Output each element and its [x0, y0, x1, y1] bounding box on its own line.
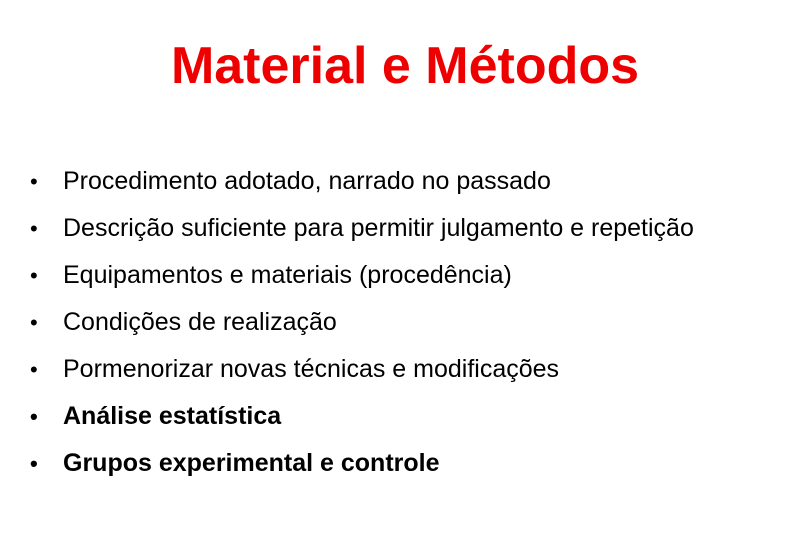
bullet-item: [30, 158, 694, 205]
bullet-text: Descrição suficiente para permitir julgamento e repetição: [63, 214, 694, 242]
bullet-item: [30, 252, 694, 299]
bullet-text: Grupos experimental e controle: [63, 449, 440, 477]
bullet-item: [30, 205, 694, 252]
bullet-text: Condições de realização: [63, 308, 337, 336]
bullet-icon: •: [30, 215, 38, 241]
bullet-icon: •: [30, 168, 38, 194]
bullet-item: [30, 393, 694, 440]
bullet-item: [30, 440, 694, 487]
bullet-icon: •: [30, 356, 38, 382]
bullet-icon: •: [30, 262, 38, 288]
bullet-item: [30, 299, 694, 346]
bullet-icon: •: [30, 403, 38, 429]
bullet-icon: •: [30, 309, 38, 335]
bullet-icon: •: [30, 450, 38, 476]
bullet-text: Pormenorizar novas técnicas e modificações: [63, 355, 560, 383]
bullet-text: Equipamentos e materiais (procedência): [63, 261, 512, 289]
bullet-text: Procedimento adotado, narrado no passado: [63, 167, 551, 195]
bullet-item: [30, 346, 694, 393]
bullet-text: Análise estatística: [63, 402, 282, 430]
slide-title: Material e Métodos: [170, 37, 640, 95]
bullet-list: [30, 158, 694, 487]
